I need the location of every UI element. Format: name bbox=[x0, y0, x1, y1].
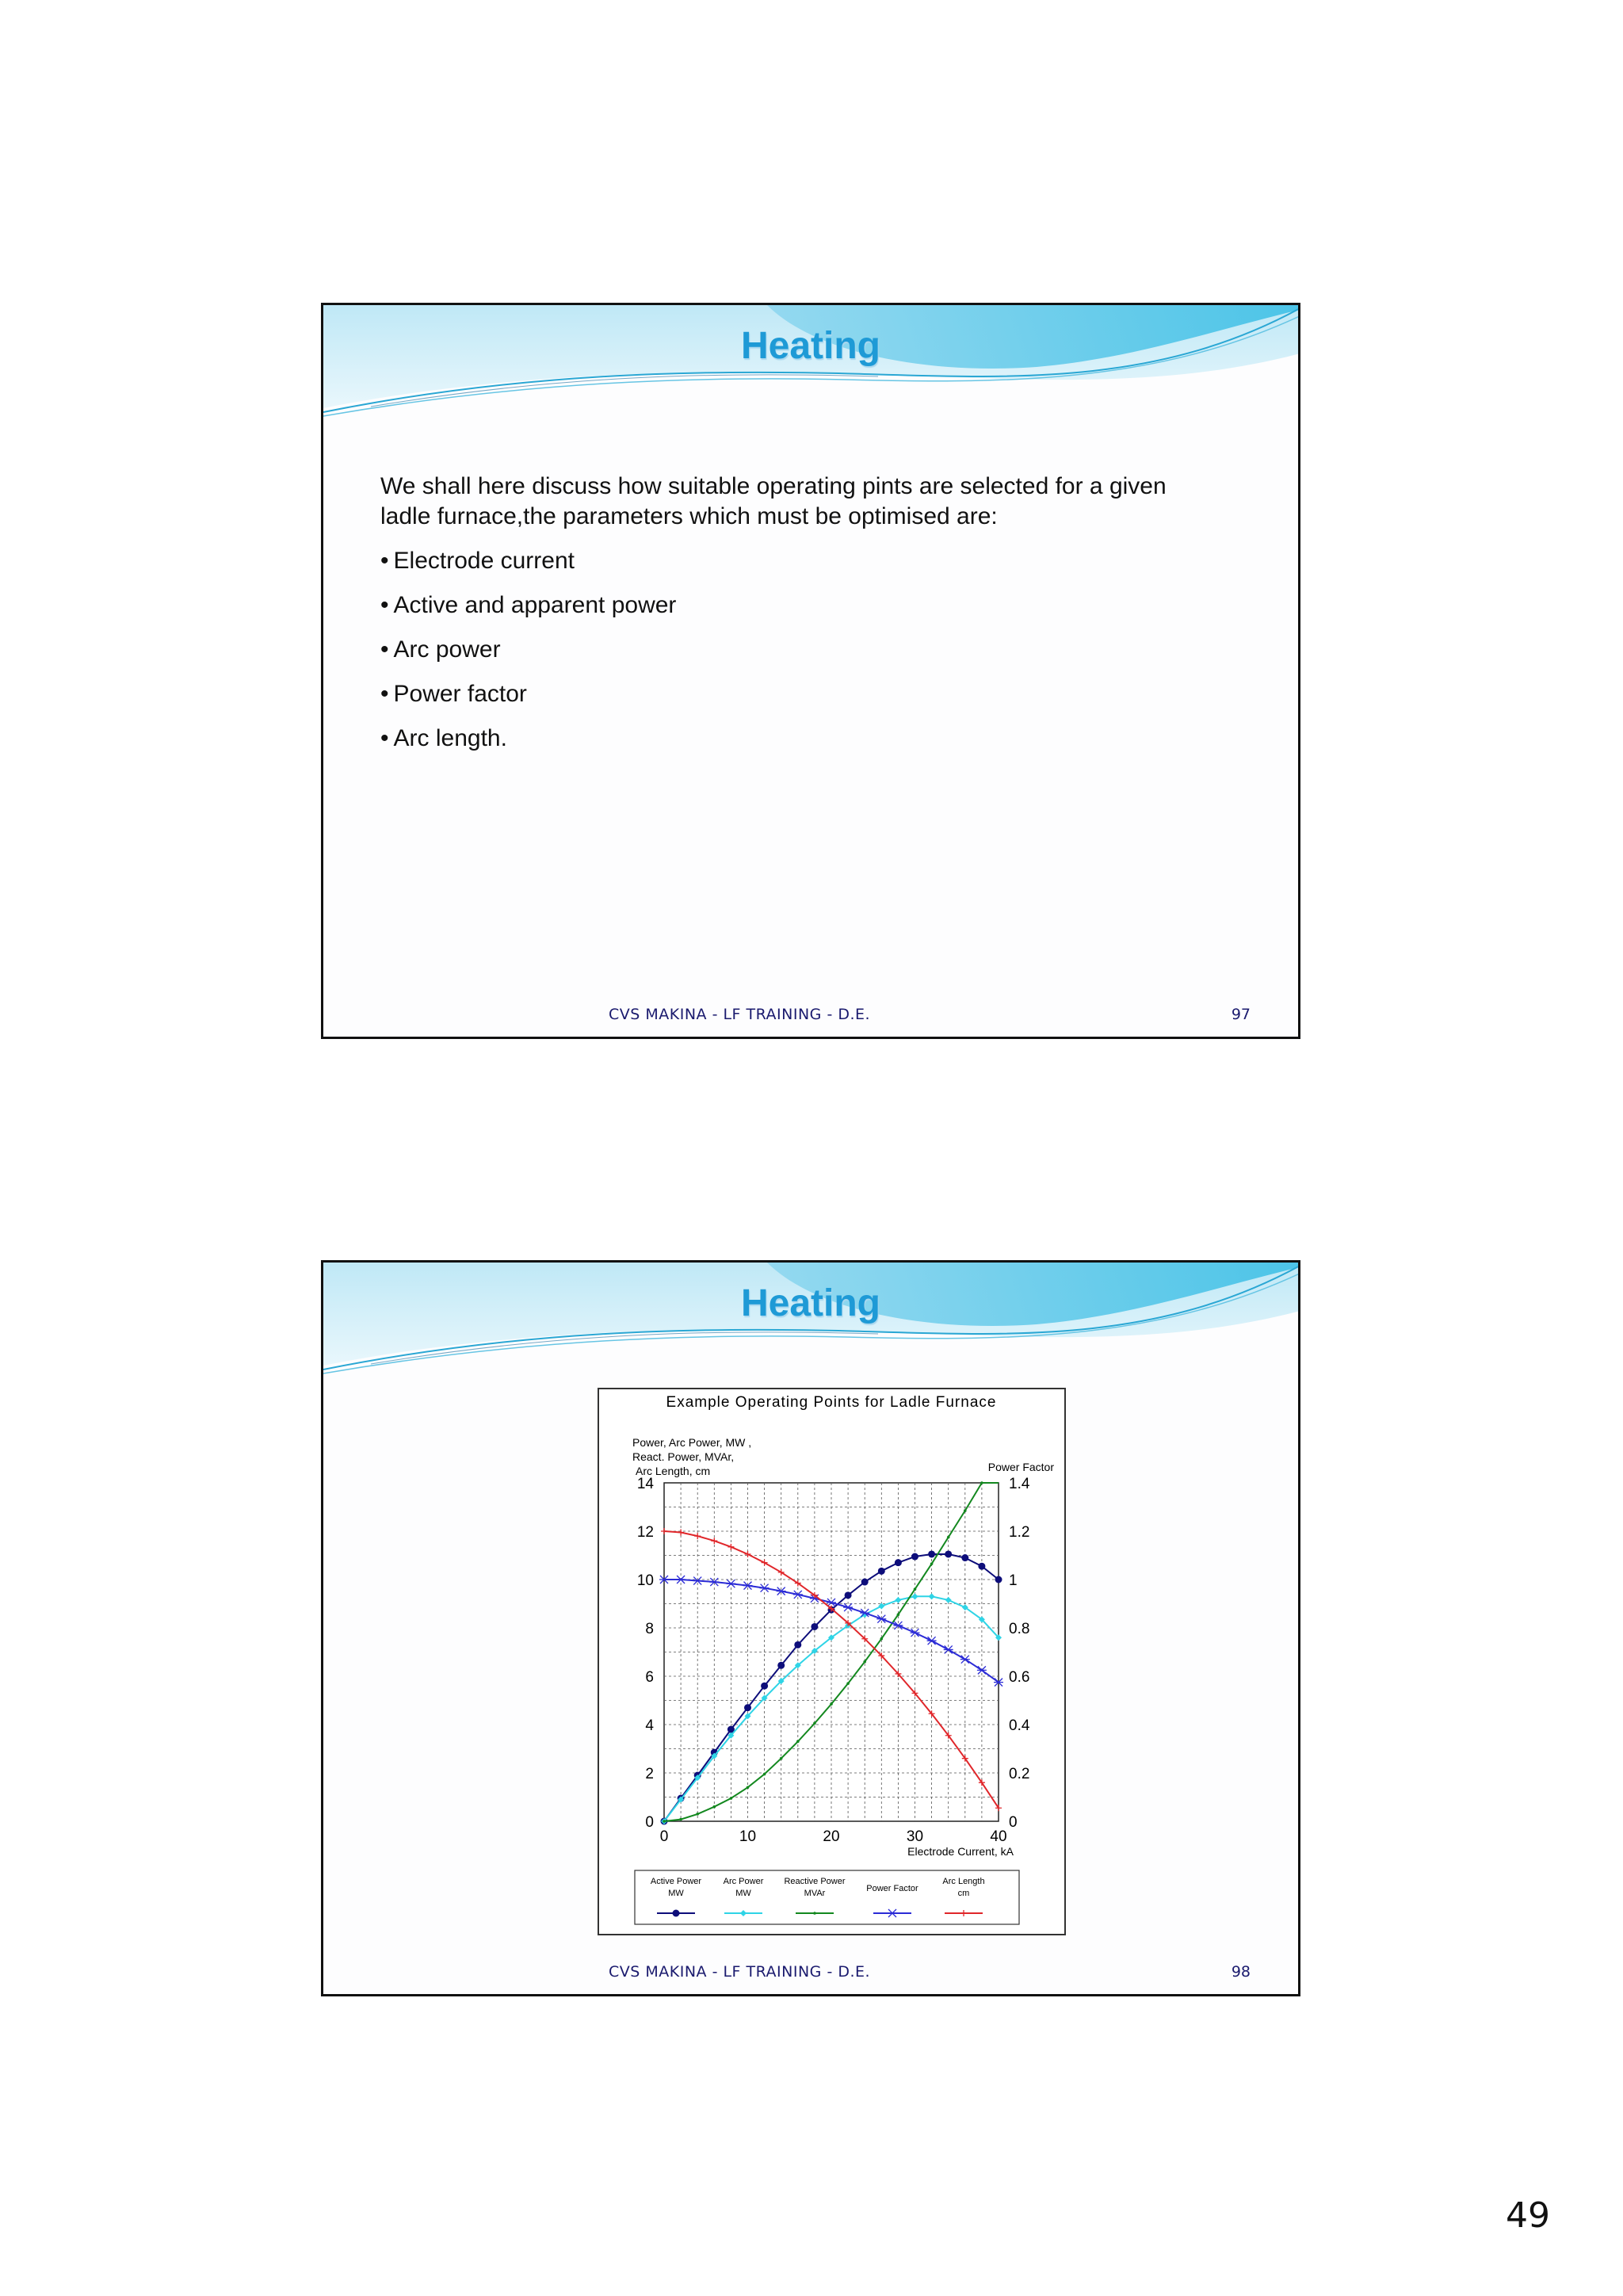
chart-title: Example Operating Points for Ladle Furnace bbox=[666, 1394, 997, 1411]
y-tick-label: 10 bbox=[636, 1572, 654, 1589]
data-point-reactive-power bbox=[897, 1613, 900, 1616]
chart-svg bbox=[599, 1389, 1064, 1934]
data-point-reactive-power bbox=[713, 1805, 716, 1809]
y-tick-label: 14 bbox=[636, 1476, 654, 1492]
data-point-active-power bbox=[911, 1553, 918, 1561]
legend-label: Arc Length bbox=[942, 1877, 985, 1886]
data-point-active-power bbox=[945, 1550, 952, 1557]
slide-number: 98 bbox=[1231, 1963, 1251, 1981]
legend-swatch-marker bbox=[673, 1910, 680, 1917]
y-tick-label: 12 bbox=[636, 1524, 654, 1541]
data-point-active-power bbox=[761, 1683, 768, 1690]
data-point-reactive-power bbox=[663, 1820, 666, 1823]
data-point-reactive-power bbox=[880, 1637, 884, 1641]
x-tick-label: 10 bbox=[739, 1828, 757, 1845]
data-point-active-power bbox=[744, 1704, 751, 1711]
y-tick-label: 6 bbox=[645, 1669, 654, 1686]
list-item-text: Arc length. bbox=[393, 725, 507, 751]
bullet-marker: • bbox=[380, 681, 389, 707]
x-tick-label: 0 bbox=[659, 1828, 669, 1845]
data-point-active-power bbox=[961, 1554, 968, 1561]
y-tick-label: 0 bbox=[645, 1814, 654, 1831]
y2-axis-label: Power Factor bbox=[987, 1461, 1054, 1473]
list-item bbox=[380, 679, 1220, 709]
x-tick-label: 30 bbox=[906, 1828, 924, 1845]
y-tick-label: 8 bbox=[645, 1621, 654, 1637]
list-item-text: Power factor bbox=[393, 681, 527, 707]
list-item-text: Active and apparent power bbox=[393, 592, 677, 618]
y2-tick-label: 0 bbox=[1009, 1814, 1018, 1831]
y-axis-label-line-1: Power, Arc Power, MW , bbox=[632, 1436, 752, 1449]
list-item-text: Arc power bbox=[393, 636, 501, 663]
y-axis-label-line-2: React. Power, MVAr, bbox=[632, 1450, 735, 1463]
slide-number: 97 bbox=[1231, 1006, 1251, 1023]
list-item bbox=[380, 724, 1220, 754]
slide-footer: CVS MAKINA - LF TRAINING - D.E. bbox=[609, 1963, 871, 1981]
legend-unit: MVAr bbox=[804, 1889, 826, 1898]
list-item bbox=[380, 590, 1220, 621]
data-point-reactive-power bbox=[763, 1773, 766, 1776]
bullet-marker: • bbox=[380, 548, 389, 574]
legend-label: Arc Power bbox=[723, 1877, 764, 1886]
operating-points-chart bbox=[598, 1388, 1066, 1935]
legend-label: Active Power bbox=[650, 1877, 702, 1886]
data-point-reactive-power bbox=[796, 1740, 800, 1744]
x-axis-label: Electrode Current, kA bbox=[907, 1845, 1014, 1858]
parameter-list bbox=[380, 546, 1220, 754]
data-point-active-power bbox=[845, 1591, 852, 1599]
data-point-active-power bbox=[928, 1550, 935, 1557]
data-point-reactive-power bbox=[947, 1536, 950, 1539]
data-point-active-power bbox=[861, 1579, 869, 1586]
data-point-reactive-power bbox=[964, 1509, 967, 1512]
data-point-active-power bbox=[995, 1576, 1002, 1584]
y2-tick-label: 0.4 bbox=[1009, 1717, 1030, 1734]
data-point-active-power bbox=[794, 1641, 801, 1648]
data-point-active-power bbox=[777, 1662, 785, 1669]
list-item-text: Electrode current bbox=[393, 548, 575, 574]
chart-legend bbox=[635, 1870, 1019, 1924]
data-point-reactive-power bbox=[846, 1682, 850, 1685]
data-point-active-power bbox=[895, 1559, 902, 1566]
y-tick-label: 4 bbox=[645, 1717, 654, 1734]
y2-tick-label: 0.8 bbox=[1009, 1621, 1030, 1637]
plot-grid bbox=[664, 1483, 999, 1821]
legend-swatch-marker bbox=[813, 1912, 816, 1915]
data-point-reactive-power bbox=[863, 1660, 866, 1664]
data-point-reactive-power bbox=[679, 1818, 682, 1821]
y-axis-label-line-3: Arc Length, cm bbox=[636, 1465, 711, 1477]
y2-tick-label: 1 bbox=[1009, 1572, 1018, 1589]
y2-tick-label: 0.2 bbox=[1009, 1766, 1030, 1782]
data-point-active-power bbox=[878, 1568, 885, 1575]
y2-tick-label: 0.6 bbox=[1009, 1669, 1030, 1686]
bullet-marker: • bbox=[380, 636, 389, 663]
list-item bbox=[380, 635, 1220, 665]
data-point-reactive-power bbox=[914, 1587, 917, 1591]
bullet-marker: • bbox=[380, 725, 389, 751]
data-point-reactive-power bbox=[696, 1813, 699, 1816]
list-item bbox=[380, 546, 1220, 576]
bullet-marker: • bbox=[380, 592, 389, 618]
data-point-reactive-power bbox=[980, 1481, 983, 1484]
data-point-active-power bbox=[978, 1563, 985, 1570]
y2-tick-label: 1.4 bbox=[1009, 1476, 1030, 1492]
data-point-reactive-power bbox=[747, 1786, 750, 1790]
slide-title: Heating bbox=[740, 325, 880, 367]
legend-unit: cm bbox=[957, 1889, 970, 1898]
slide-body bbox=[380, 472, 1220, 768]
slide-title: Heating bbox=[740, 1282, 880, 1324]
y2-tick-label: 1.2 bbox=[1009, 1524, 1030, 1541]
legend-unit: MW bbox=[735, 1889, 751, 1898]
slide-98 bbox=[321, 1260, 1300, 1996]
page-number: 49 bbox=[1506, 2195, 1550, 2236]
data-point-reactive-power bbox=[813, 1722, 816, 1725]
data-point-reactive-power bbox=[730, 1797, 733, 1800]
legend-label: Reactive Power bbox=[784, 1877, 846, 1886]
legend-unit: MW bbox=[668, 1889, 684, 1898]
slide-97 bbox=[321, 303, 1300, 1039]
data-point-reactive-power bbox=[930, 1562, 934, 1565]
data-point-active-power bbox=[811, 1623, 818, 1630]
x-tick-label: 40 bbox=[990, 1828, 1007, 1845]
y-tick-label: 2 bbox=[645, 1766, 654, 1782]
intro-paragraph: We shall here discuss how suitable operating pints are selected for a given ladle furnace,the parameters which must be optimised are: bbox=[380, 473, 1167, 529]
data-point-reactive-power bbox=[780, 1757, 783, 1760]
x-tick-label: 20 bbox=[823, 1828, 840, 1845]
legend-label: Power Factor bbox=[866, 1884, 918, 1893]
data-point-reactive-power bbox=[830, 1702, 833, 1706]
slide-footer: CVS MAKINA - LF TRAINING - D.E. bbox=[609, 1006, 871, 1023]
